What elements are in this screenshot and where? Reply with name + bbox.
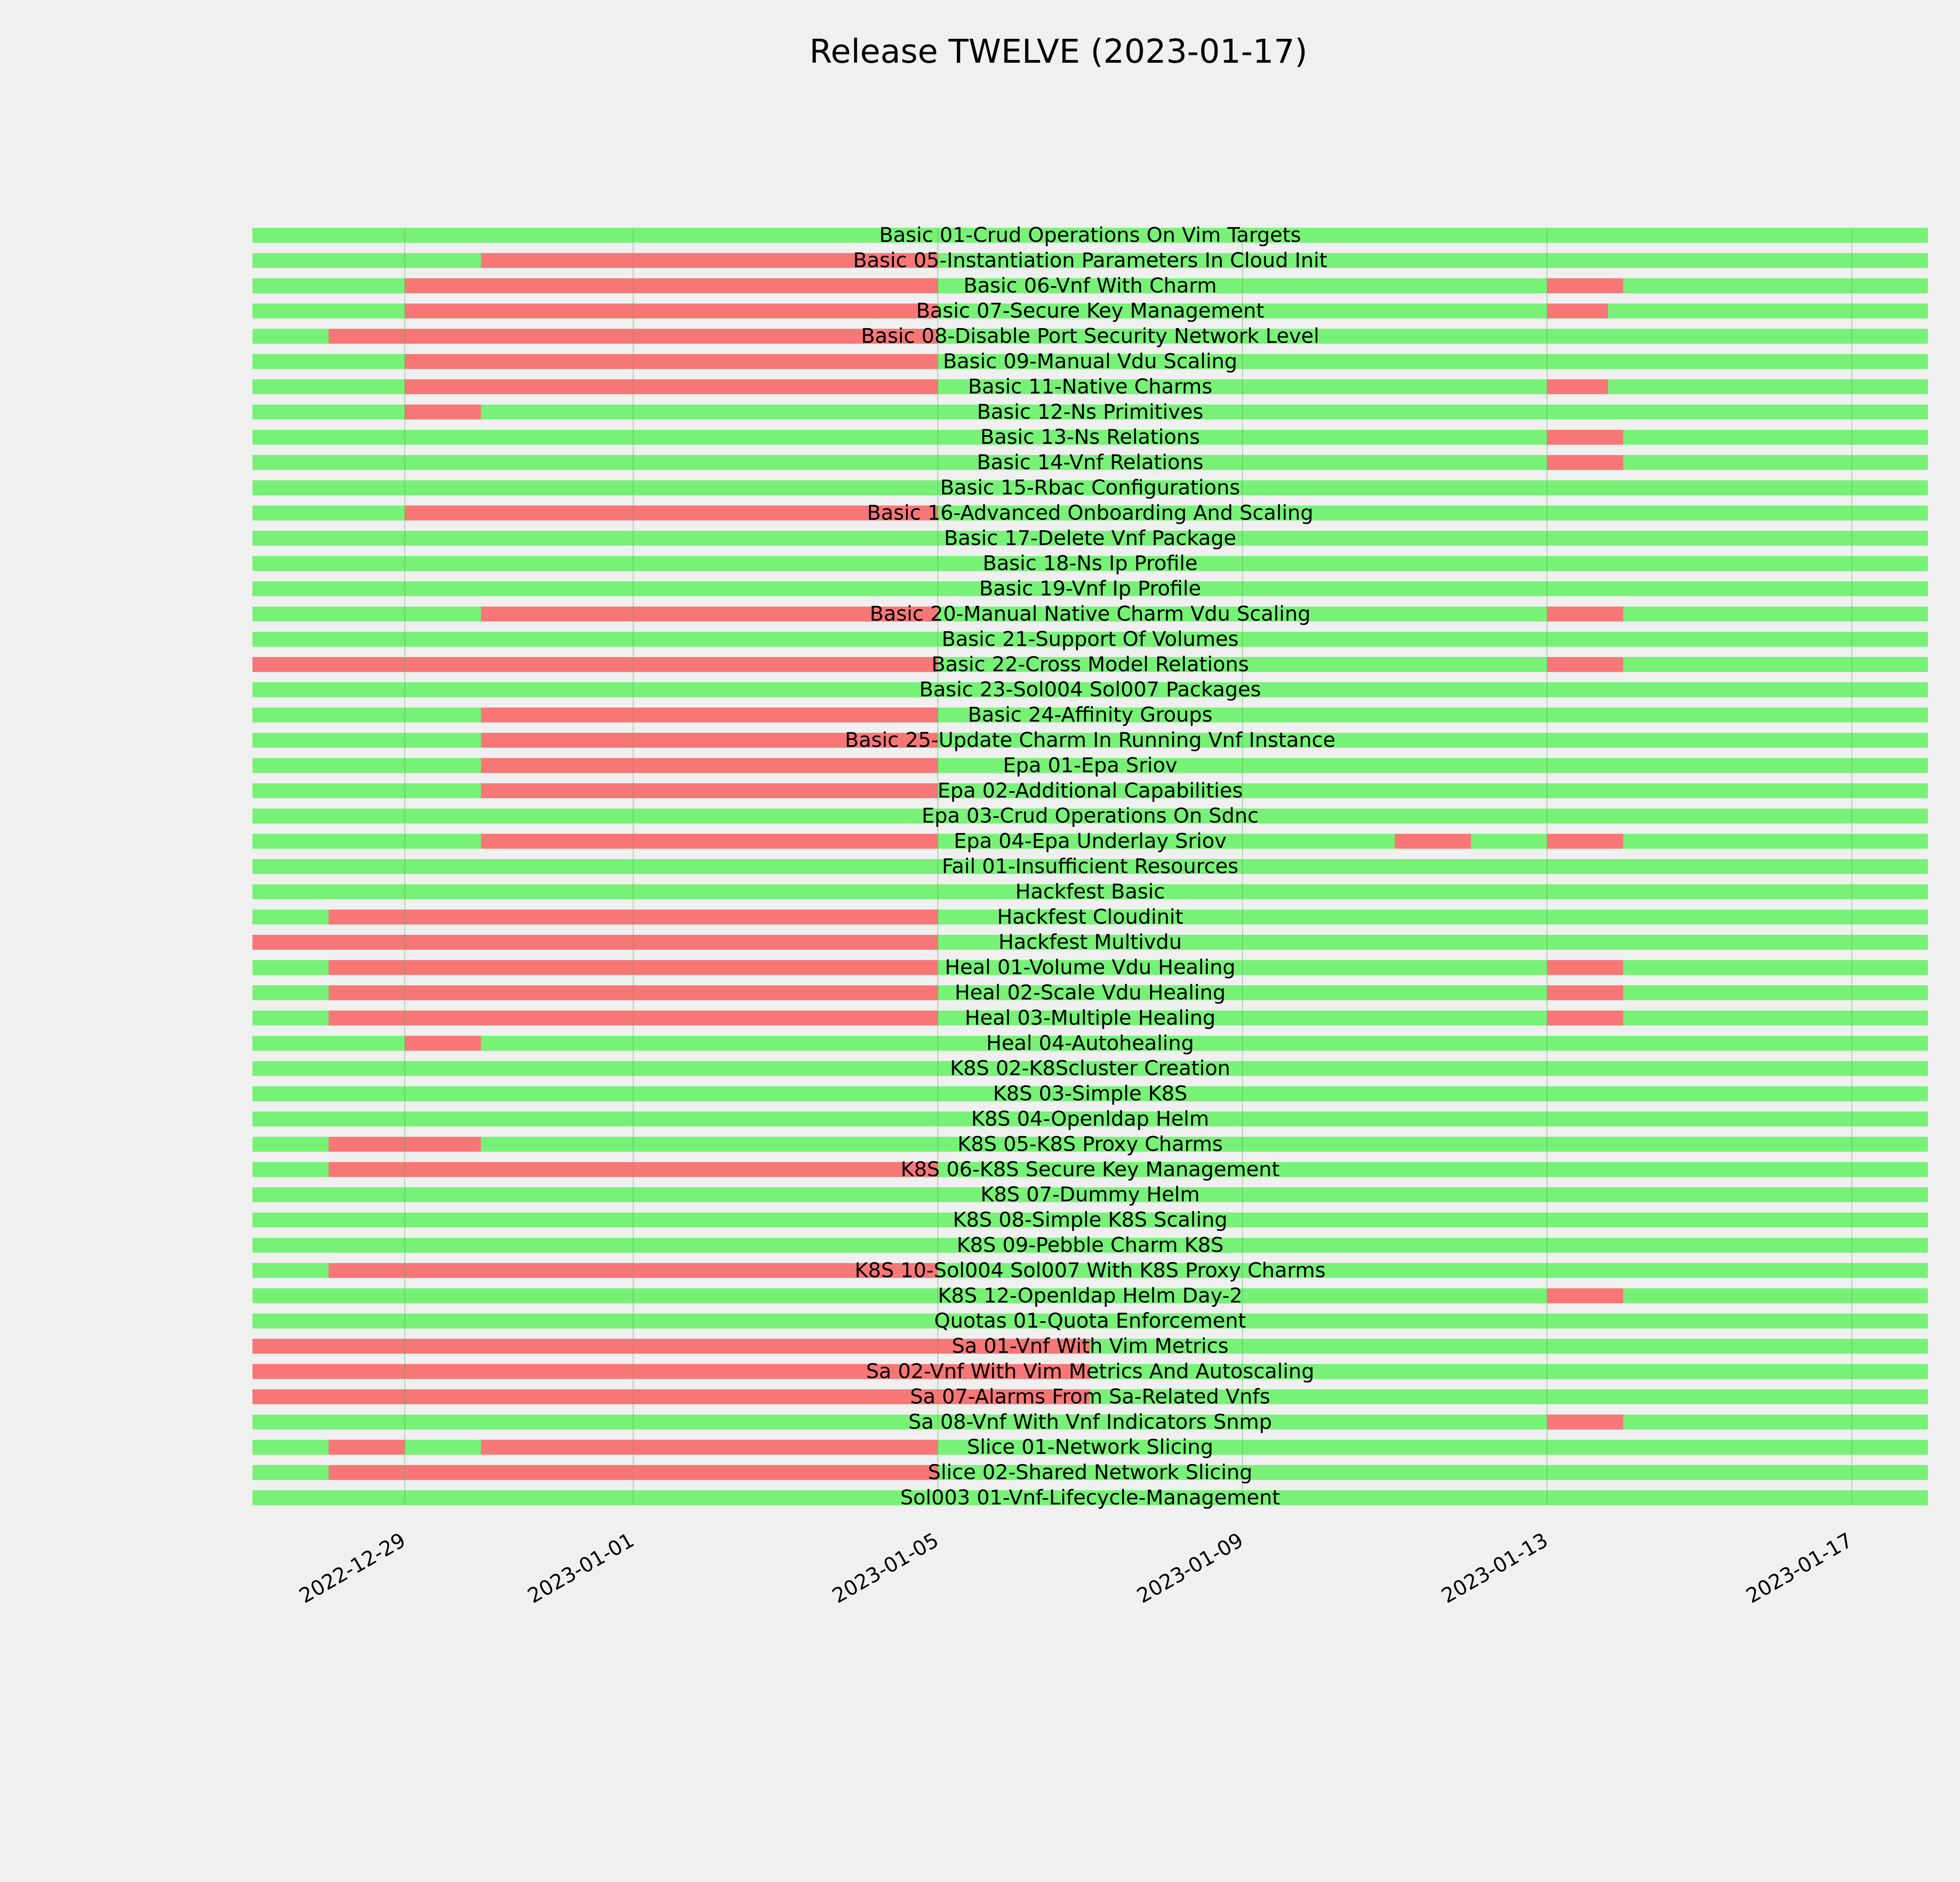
row-label: Heal 03-Multiple Healing — [965, 1006, 1216, 1030]
fail-bar — [1547, 430, 1623, 445]
row-label: K8S 10-Sol004 Sol007 With K8S Proxy Charms — [855, 1259, 1326, 1283]
row-label: Basic 05-Instantiation Parameters In Cloud Init — [853, 249, 1327, 272]
row-label: K8S 03-Simple K8S — [993, 1082, 1187, 1106]
x-axis-ticks — [295, 1528, 1857, 1608]
row-label: Fail 01-Insufficient Resources — [942, 855, 1239, 878]
chart-title: Release TWELVE (2023-01-17) — [809, 32, 1308, 71]
row-label: K8S 12-Openldap Helm Day-2 — [938, 1284, 1243, 1308]
row-label: Basic 25-Update Charm In Running Vnf Instance — [845, 728, 1336, 752]
row-label: Heal 04-Autohealing — [986, 1031, 1194, 1055]
fail-bar — [405, 405, 481, 420]
fail-bar — [405, 303, 938, 318]
fail-bar — [405, 354, 938, 369]
row-label: Basic 21-Support Of Volumes — [942, 627, 1239, 651]
fail-bar — [1547, 985, 1623, 1000]
x-tick-label: 2023-01-17 — [1742, 1528, 1857, 1608]
fail-bar — [405, 379, 938, 394]
row-label: Basic 19-Vnf Ip Profile — [979, 577, 1201, 601]
row-label: Basic 16-Advanced Onboarding And Scaling — [867, 501, 1314, 525]
row-label: Sa 01-Vnf With Vim Metrics — [951, 1334, 1229, 1358]
fail-bar — [1547, 1415, 1623, 1430]
row-label: Sa 07-Alarms From Sa-Related Vnfs — [910, 1385, 1270, 1409]
row-label: Basic 18-Ns Ip Profile — [982, 552, 1198, 576]
row-label: Basic 24-Affinity Groups — [967, 703, 1213, 727]
fail-bar — [328, 1440, 405, 1455]
row-label: K8S 08-Simple K8S Scaling — [953, 1208, 1228, 1232]
row-label: Heal 02-Scale Vdu Healing — [955, 981, 1226, 1005]
row-label: Sa 08-Vnf With Vnf Indicators Snmp — [908, 1410, 1272, 1434]
fail-bar — [1547, 1288, 1623, 1303]
row-label: K8S 04-Openldap Helm — [971, 1107, 1209, 1131]
fail-bar — [1547, 379, 1608, 394]
fail-bar — [405, 278, 938, 293]
fail-bar — [1547, 455, 1623, 470]
row-label: Epa 02-Additional Capabilities — [937, 779, 1243, 803]
fail-bar — [405, 1036, 481, 1051]
row-label: K8S 07-Dummy Helm — [980, 1183, 1200, 1207]
row-label: Basic 13-Ns Relations — [980, 425, 1200, 449]
fail-bar — [481, 758, 938, 773]
row-label: Hackfest Basic — [1015, 880, 1165, 904]
x-tick-label: 2023-01-05 — [828, 1528, 943, 1608]
fail-bar — [405, 505, 938, 520]
row-label: K8S 05-K8S Proxy Charms — [957, 1132, 1223, 1156]
row-label: Epa 04-Epa Underlay Sriov — [954, 829, 1227, 853]
row-label: K8S 02-K8Scluster Creation — [950, 1057, 1230, 1081]
row-label: Sol003 01-Vnf-Lifecycle-Management — [900, 1486, 1280, 1510]
row-label: Basic 01-Crud Operations On Vim Targets — [879, 223, 1301, 247]
fail-bar — [481, 708, 938, 723]
row-label: Basic 17-Delete Vnf Package — [944, 526, 1236, 550]
row-label: Slice 01-Network Slicing — [967, 1435, 1214, 1459]
row-label: Sa 02-Vnf With Vim Metrics And Autoscaling — [866, 1360, 1314, 1383]
row-label: Quotas 01-Quota Enforcement — [934, 1309, 1246, 1333]
row-label: Hackfest Cloudinit — [997, 905, 1183, 929]
fail-bar — [481, 834, 938, 849]
x-tick-label: 2023-01-09 — [1133, 1528, 1248, 1608]
fail-bar — [1547, 834, 1623, 849]
row-label: Basic 09-Manual Vdu Scaling — [943, 350, 1238, 373]
fail-bar — [1547, 607, 1623, 621]
row-label: Basic 11-Native Charms — [968, 375, 1212, 399]
fail-bar — [252, 935, 938, 950]
row-label: Basic 08-Disable Port Security Network Level — [861, 324, 1319, 348]
fail-bar — [1547, 960, 1623, 975]
fail-bar — [1547, 1010, 1623, 1025]
row-label: Hackfest Multivdu — [998, 930, 1182, 954]
row-label: Basic 20-Manual Native Charm Vdu Scaling — [869, 602, 1311, 626]
row-label: Epa 01-Epa Sriov — [1003, 754, 1178, 778]
fail-bar — [481, 607, 938, 621]
row-label: K8S 06-K8S Secure Key Management — [900, 1157, 1280, 1181]
x-tick-label: 2022-12-29 — [295, 1528, 410, 1608]
fail-bar — [1547, 657, 1623, 672]
x-tick-label: 2023-01-13 — [1437, 1528, 1552, 1608]
x-tick-label: 2023-01-01 — [524, 1528, 638, 1608]
fail-bar — [1547, 303, 1608, 318]
fail-bar — [252, 657, 938, 672]
row-label: Basic 12-Ns Primitives — [977, 400, 1203, 424]
fail-bar — [481, 783, 938, 798]
row-label: Basic 07-Secure Key Management — [916, 299, 1264, 323]
row-label: Epa 03-Crud Operations On Sdnc — [922, 804, 1259, 828]
fail-bar — [481, 1440, 938, 1455]
row-label: Basic 15-Rbac Configurations — [940, 476, 1240, 500]
row-label: Basic 06-Vnf With Charm — [963, 274, 1217, 298]
row-label: Slice 02-Shared Network Slicing — [927, 1461, 1253, 1484]
row-label: Heal 01-Volume Vdu Healing — [945, 956, 1236, 979]
row-label: Basic 23-Sol004 Sol007 Packages — [919, 678, 1261, 702]
fail-bar — [1547, 278, 1623, 293]
fail-bar — [1395, 834, 1471, 849]
row-label: Basic 14-Vnf Relations — [976, 451, 1204, 474]
row-label: K8S 09-Pebble Charm K8S — [956, 1233, 1224, 1257]
row-label: Basic 22-Cross Model Relations — [931, 652, 1249, 676]
